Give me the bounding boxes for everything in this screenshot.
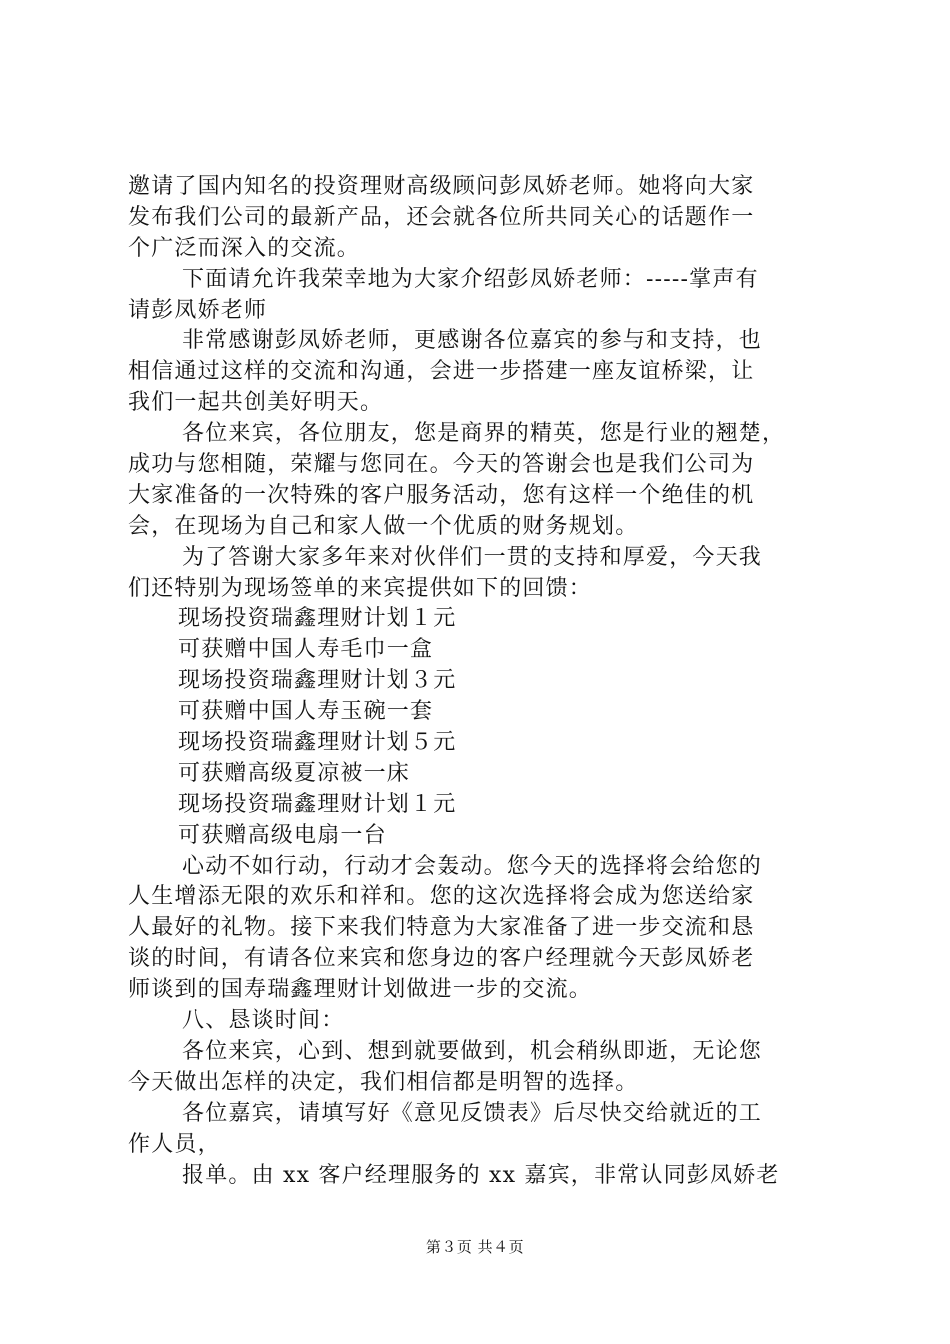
document-body: [128, 172, 833, 1191]
text-line: 我们一起共创美好明天。: [128, 390, 384, 416]
text-line: 相信通过这样的交流和沟通，会进一步搭建一座友谊桥梁，让: [128, 359, 755, 385]
text-line: 可获赠中国人寿毛巾一盒: [178, 637, 434, 663]
text-line: 今天做出怎样的决定，我们相信都是明智的选择。: [128, 1069, 639, 1095]
text-line: 发布我们公司的最新产品，还会就各位所共同关心的话题作一: [128, 204, 755, 230]
text-line: 为了答谢大家多年来对伙伴们一贯的支持和厚爱，今天我: [182, 544, 763, 570]
text-line: 会，在现场为自己和家人做一个优质的财务规划。: [128, 513, 639, 539]
text-line: 现场投资瑞鑫理财计划５元: [178, 730, 457, 756]
text-line: 人最好的礼物。接下来我们特意为大家准备了进一步交流和恳: [128, 915, 755, 941]
text-line: 师谈到的国寿瑞鑫理财计划做进一步的交流。: [128, 977, 593, 1003]
text-line: 下面请允许我荣幸地为大家介绍彭凤娇老师：-----掌声有: [182, 266, 759, 292]
text-line: 人生增添无限的欢乐和祥和。您的这次选择将会成为您送给家: [128, 884, 755, 910]
text-line: 邀请了国内知名的投资理财高级顾问彭凤娇老师。她将向大家: [128, 174, 755, 199]
text-line: 现场投资瑞鑫理财计划３元: [178, 668, 457, 694]
text-line: 个广泛而深入的交流。: [128, 235, 361, 261]
text-line: 可获赠高级夏凉被一床: [178, 760, 411, 786]
text-line: 各位来宾，各位朋友，您是商界的精英，您是行业的翘楚，: [182, 421, 786, 447]
text-line: 各位来宾，心到、想到就要做到，机会稍纵即逝，无论您: [182, 1038, 763, 1064]
text-line: 们还特别为现场签单的来宾提供如下的回馈：: [128, 575, 593, 601]
text-line: 现场投资瑞鑫理财计划１元: [178, 791, 457, 817]
text-line: 心动不如行动，行动才会轰动。您今天的选择将会给您的: [182, 853, 763, 879]
text-line: 成功与您相随，荣耀与您同在。今天的答谢会也是我们公司为: [128, 452, 755, 478]
text-line: 谈的时间，有请各位来宾和您身边的客户经理就今天彭凤娇老: [128, 946, 755, 972]
text-line: 作人员，: [128, 1131, 221, 1157]
text-line: 可获赠中国人寿玉碗一套: [178, 699, 434, 725]
text-line: 请彭凤娇老师: [128, 297, 268, 323]
text-line: 大家准备的一次特殊的客户服务活动，您有这样一个绝佳的机: [128, 482, 755, 508]
text-line: 各位嘉宾，请填写好《意见反馈表》后尽快交给就近的工: [182, 1100, 763, 1126]
text-line: 可获赠高级电扇一台: [178, 822, 387, 848]
section-heading: 八、恳谈时间：: [182, 1008, 345, 1034]
text-line: 非常感谢彭凤娇老师，更感谢各位嘉宾的参与和支持，也: [182, 328, 763, 354]
text-line: 报单。由 xx 客户经理服务的 xx 嘉宾，非常认同彭凤娇老: [182, 1162, 780, 1188]
text-line: 现场投资瑞鑫理财计划１元: [178, 606, 457, 632]
page-footer: 第３页 共４页: [425, 1238, 525, 1256]
